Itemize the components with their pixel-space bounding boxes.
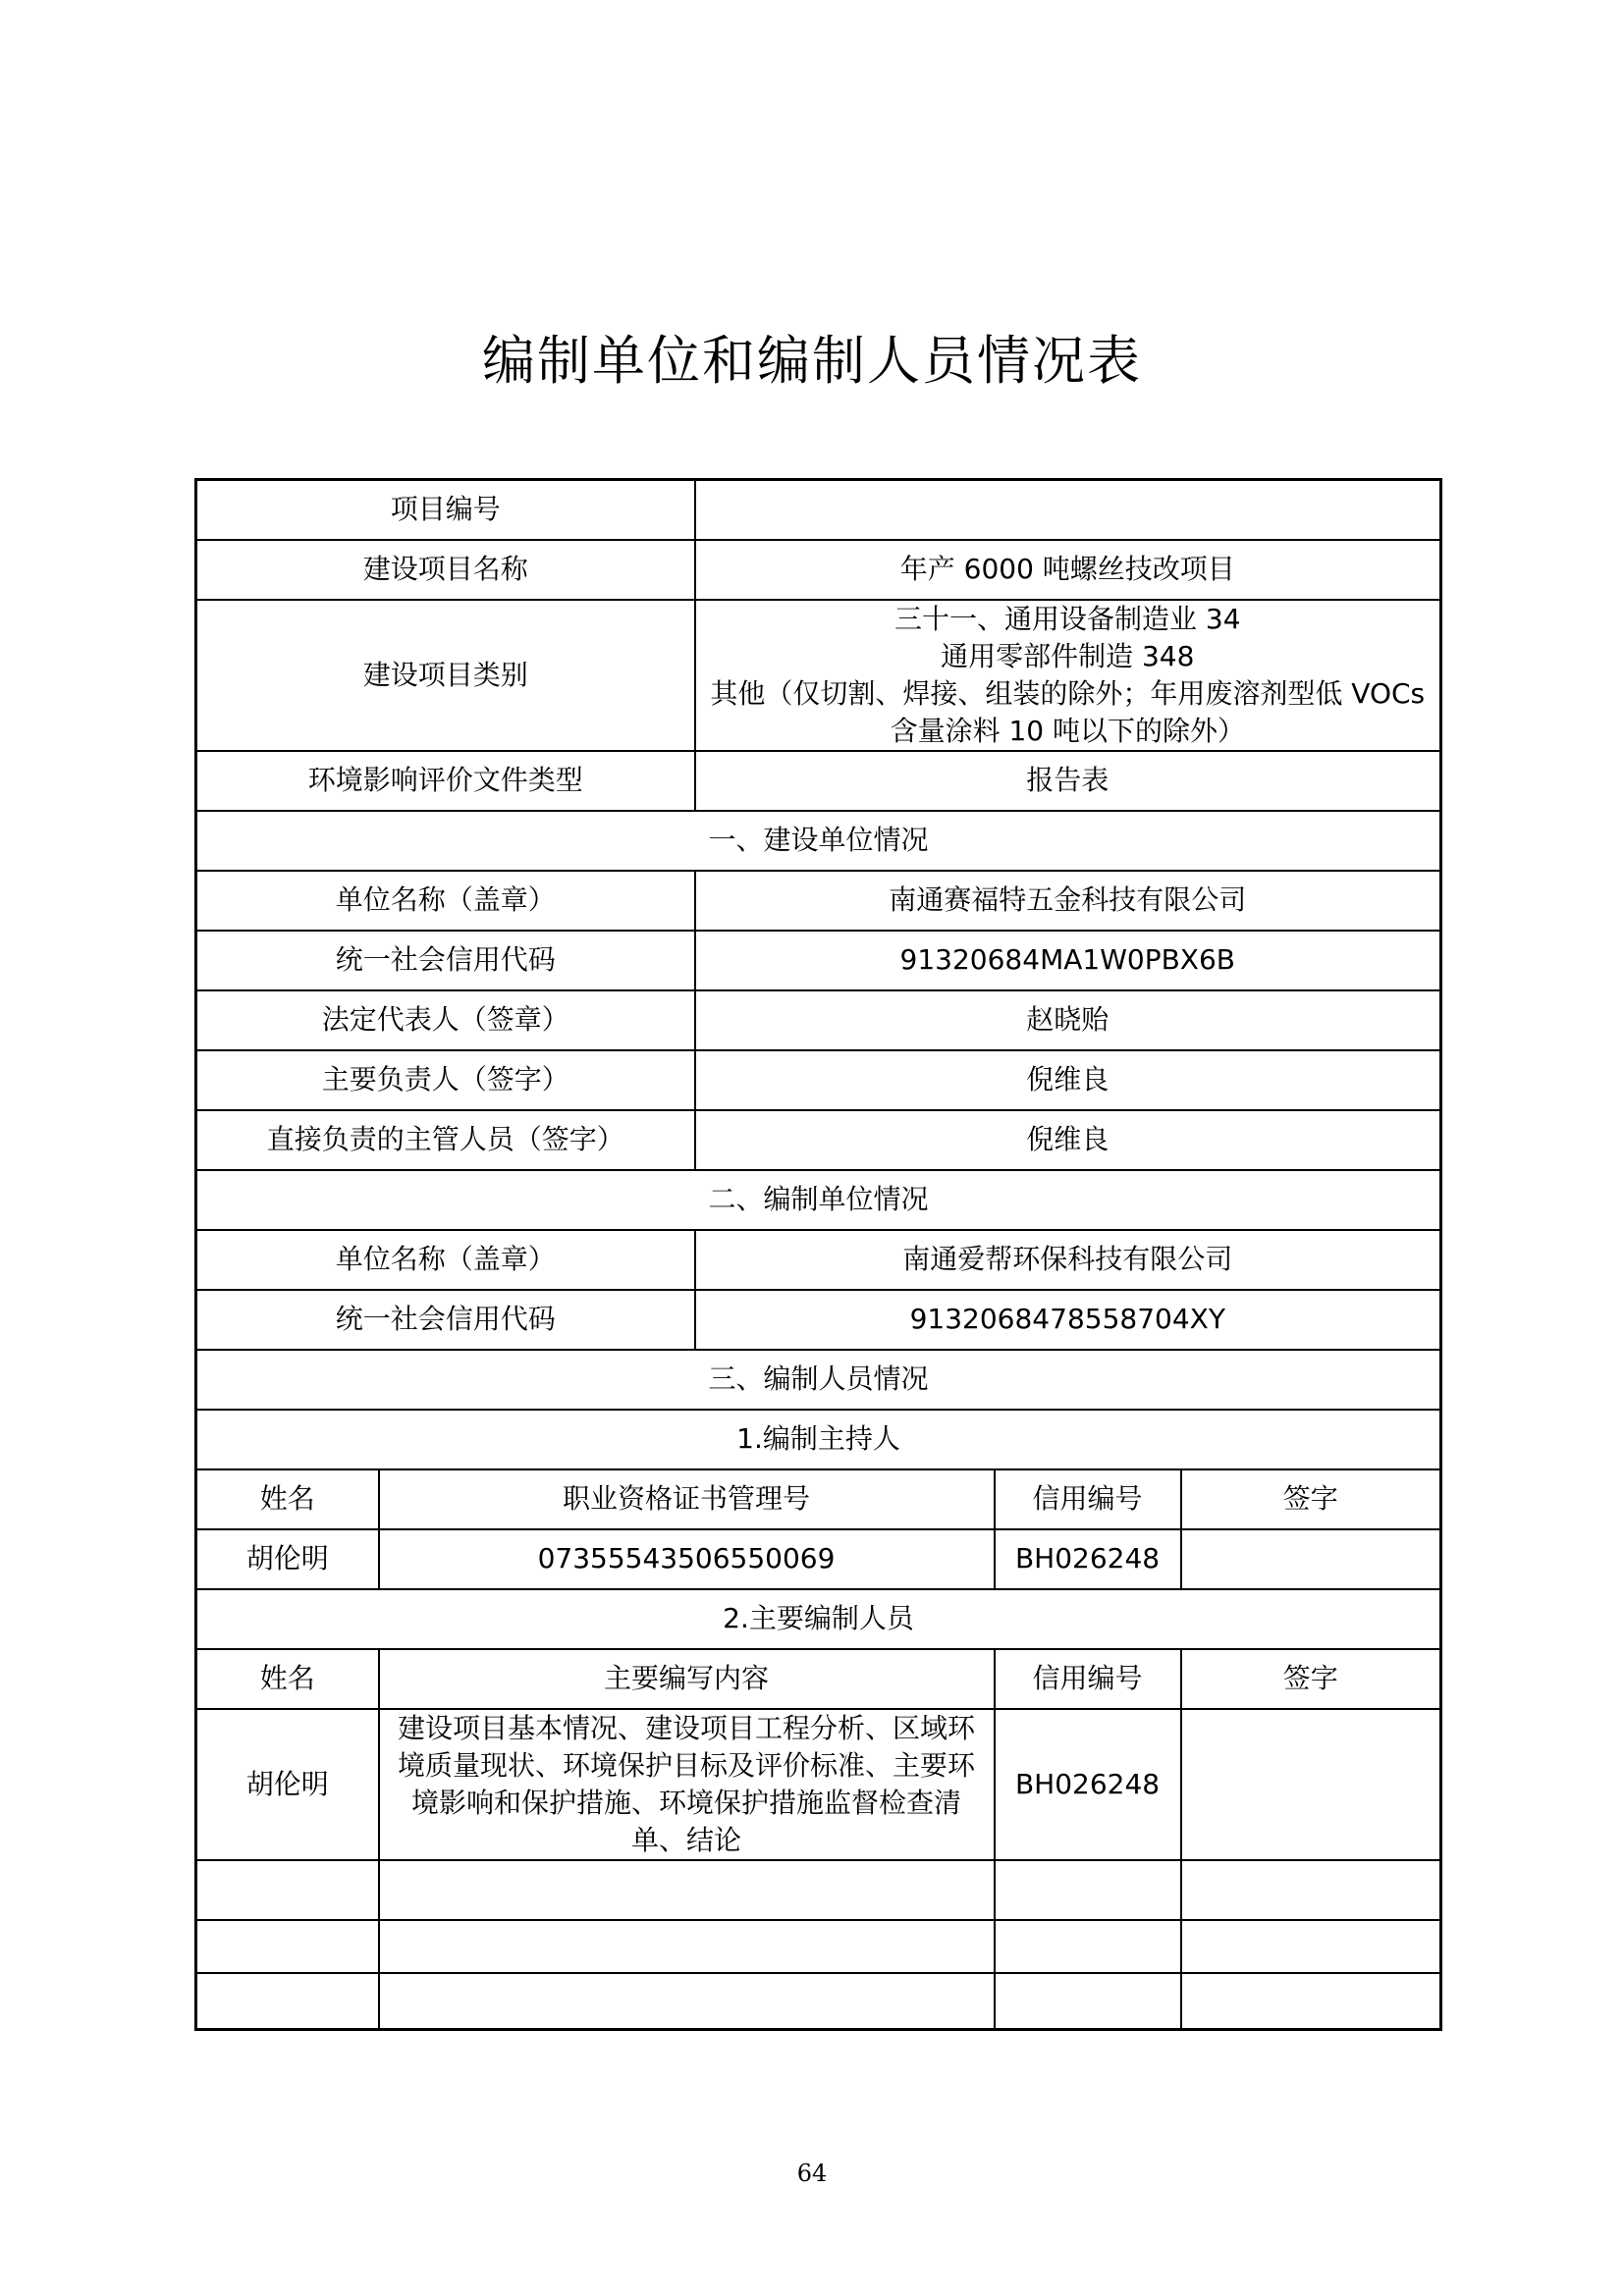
- category-line: 通用零部件制造 348: [941, 639, 1195, 672]
- empty-cell: [196, 1973, 379, 2030]
- project-category-label: 建设项目类别: [196, 600, 695, 751]
- empty-cell: [995, 1860, 1181, 1920]
- row-project-name: [196, 540, 1441, 600]
- row-empty: [196, 1973, 1441, 2030]
- row-host-heading: [196, 1410, 1441, 1469]
- empty-cell: [196, 1860, 379, 1920]
- row-empty: [196, 1860, 1441, 1920]
- page-title: 编制单位和编制人员情况表: [482, 330, 1142, 392]
- empty-cell: [1181, 1973, 1441, 2030]
- builder-credit-code-value: 91320684MA1W0PBX6B: [695, 931, 1441, 990]
- row-builder-unit-name: [196, 871, 1441, 931]
- builder-unit-name-value: 南通赛福特五金科技有限公司: [695, 871, 1441, 931]
- empty-cell: [196, 1920, 379, 1973]
- project-name-value: 年产 6000 吨螺丝技改项目: [695, 540, 1441, 600]
- staff-heading: 2.主要编制人员: [196, 1589, 1441, 1649]
- principal-value: 倪维良: [695, 1050, 1441, 1110]
- host-header-sign: 签字: [1181, 1469, 1441, 1529]
- direct-manager-value: 倪维良: [695, 1110, 1441, 1170]
- page-number: 64: [796, 2160, 828, 2187]
- section2-heading: 二、编制单位情况: [196, 1170, 1441, 1230]
- category-line: 含量涂料 10 吨以下的除外）: [890, 714, 1245, 747]
- compiler-credit-code-label: 统一社会信用代码: [196, 1290, 695, 1350]
- row-host-headers: [196, 1469, 1441, 1529]
- compiler-credit-code-value: 9132068478558704XY: [695, 1290, 1441, 1350]
- empty-cell: [379, 1973, 995, 2030]
- host-header-credit: 信用编号: [995, 1469, 1181, 1529]
- host-name: 胡伦明: [196, 1529, 379, 1589]
- host-header-cert: 职业资格证书管理号: [379, 1469, 995, 1529]
- staff-content: 建设项目基本情况、建设项目工程分析、区域环境质量现状、环境保护目标及评价标准、主要环境影响和保护措施、环境保护措施监督检查清单、结论: [379, 1709, 995, 1860]
- section1-heading: 一、建设单位情况: [196, 811, 1441, 871]
- row-direct-manager: [196, 1110, 1441, 1170]
- staff-header-sign: 签字: [1181, 1649, 1441, 1709]
- host-cert-number: 07355543506550069: [379, 1529, 995, 1589]
- row-compiler-credit-code: [196, 1290, 1441, 1350]
- staff-credit-number: BH026248: [995, 1709, 1181, 1860]
- category-line: 其他（仅切割、焊接、组装的除外；年用废溶剂型低 VOCs: [710, 676, 1426, 710]
- project-category-value: [695, 600, 1441, 751]
- row-legal-rep: [196, 990, 1441, 1050]
- staff-header-name: 姓名: [196, 1649, 379, 1709]
- row-builder-credit-code: [196, 931, 1441, 990]
- empty-cell: [1181, 1920, 1441, 1973]
- row-project-category: [196, 600, 1441, 751]
- project-number-label: 项目编号: [196, 480, 695, 540]
- row-section3-heading: [196, 1350, 1441, 1410]
- legal-rep-value: 赵晓贻: [695, 990, 1441, 1050]
- row-empty: [196, 1920, 1441, 1973]
- row-staff-headers: [196, 1649, 1441, 1709]
- staff-header-credit: 信用编号: [995, 1649, 1181, 1709]
- project-name-label: 建设项目名称: [196, 540, 695, 600]
- legal-rep-label: 法定代表人（签章）: [196, 990, 695, 1050]
- empty-cell: [995, 1973, 1181, 2030]
- row-staff-heading: [196, 1589, 1441, 1649]
- category-line: 三十一、通用设备制造业 34: [894, 602, 1241, 635]
- host-credit-number: BH026248: [995, 1529, 1181, 1589]
- project-number-value: [695, 480, 1441, 540]
- direct-manager-label: 直接负责的主管人员（签字）: [196, 1110, 695, 1170]
- host-heading: 1.编制主持人: [196, 1410, 1441, 1469]
- host-header-name: 姓名: [196, 1469, 379, 1529]
- doc-type-value: 报告表: [695, 751, 1441, 811]
- compiler-unit-name-label: 单位名称（盖章）: [196, 1230, 695, 1290]
- row-staff-data: [196, 1709, 1441, 1860]
- host-signature: [1181, 1529, 1441, 1589]
- row-project-number: [196, 480, 1441, 540]
- principal-label: 主要负责人（签字）: [196, 1050, 695, 1110]
- info-form-table: [194, 478, 1442, 2031]
- staff-signature: [1181, 1709, 1441, 1860]
- staff-header-content: 主要编写内容: [379, 1649, 995, 1709]
- staff-name: 胡伦明: [196, 1709, 379, 1860]
- row-principal: [196, 1050, 1441, 1110]
- empty-cell: [995, 1920, 1181, 1973]
- builder-credit-code-label: 统一社会信用代码: [196, 931, 695, 990]
- row-section2-heading: [196, 1170, 1441, 1230]
- row-section1-heading: [196, 811, 1441, 871]
- section3-heading: 三、编制人员情况: [196, 1350, 1441, 1410]
- empty-cell: [379, 1860, 995, 1920]
- compiler-unit-name-value: 南通爱帮环保科技有限公司: [695, 1230, 1441, 1290]
- row-compiler-unit-name: [196, 1230, 1441, 1290]
- doc-type-label: 环境影响评价文件类型: [196, 751, 695, 811]
- builder-unit-name-label: 单位名称（盖章）: [196, 871, 695, 931]
- row-host-data: [196, 1529, 1441, 1589]
- empty-cell: [1181, 1860, 1441, 1920]
- row-doc-type: [196, 751, 1441, 811]
- empty-cell: [379, 1920, 995, 1973]
